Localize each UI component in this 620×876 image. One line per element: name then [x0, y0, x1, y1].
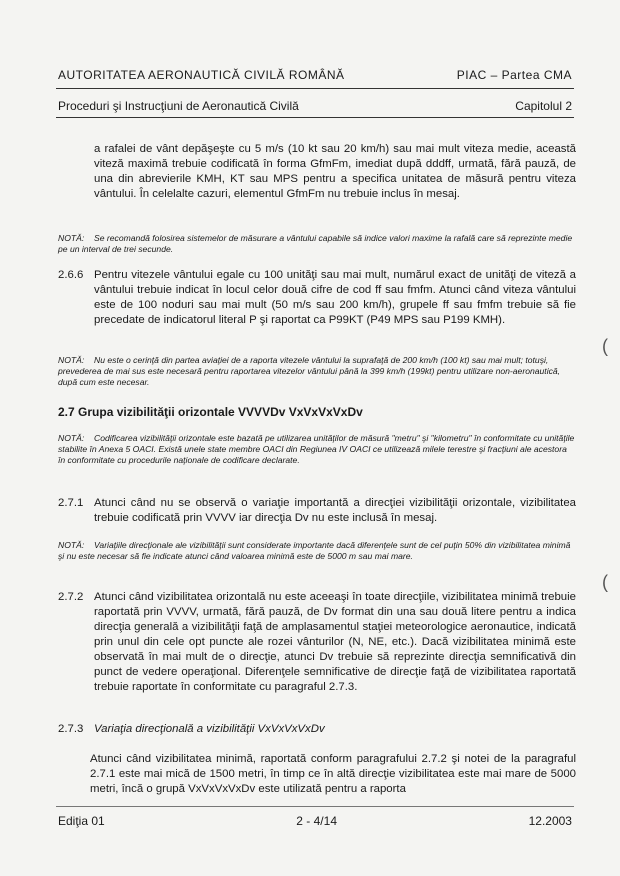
paragraph-2-7-1	[58, 496, 576, 528]
header-row-1	[58, 68, 572, 82]
doc-title: Proceduri şi Instrucţiuni de Aeronautică Civilă	[58, 99, 299, 113]
scan-binding-mark: (	[602, 336, 608, 356]
scan-binding-mark: (	[602, 572, 608, 592]
section-heading-2-7	[58, 405, 363, 419]
org-name: AUTORITATEA AERONAUTICĂ CIVILĂ ROMÂNĂ	[58, 68, 345, 82]
note-label: NOTĂ:	[58, 433, 85, 443]
note-1	[58, 233, 576, 255]
header-divider-1	[56, 88, 574, 89]
paragraph-text: Atunci când vizibilitatea orizontală nu este aceeaşi în toate direcţiile, vizibilitatea minimă trebuie raportată prin VVVV, urmată, fără pauză, de Dv format din una sau două litere pentru a indica direcţia generală a vizibilităţii faţă de amplasamentul staţiei meteorologice aeronautice, indicată prin unul din cele opt puncte ale rozei vânturilor (N, NE, etc.). Dacă vizibilitatea minimă este observată în mai mult de o direcţie, atunci Dv trebuie să reprezinte direcţia semnificativă din punct de vedere operaţional. Diferenţele semnificative de direcţie faţă de vizibilitatea raportată trebuie raportate în conformitate cu paragraful 2.7.3.	[94, 591, 576, 693]
paragraph-2-7-2	[58, 590, 576, 710]
note-label: NOTĂ:	[58, 540, 85, 550]
note-3	[58, 433, 576, 466]
date-label: 12.2003	[528, 814, 572, 828]
paragraph-title: Variaţia direcţională a vizibilităţii VxVxVxVxDv	[94, 723, 325, 735]
note-text: Variaţiile direcţionale ale vizibilităţii sunt considerate importante dacă diferenţele sunt de cel puţin 50% din vizibilitatea minimă şi nu este necesar să fie indicate atunci când valoarea minimă este de 5000 m sau mai mare.	[58, 540, 571, 561]
paragraph-text: Atunci când nu se observă o variaţie importantă a direcţiei vizibilităţii orizontale, vizibilitatea trebuie codificată prin VVVV iar direcţia Dv nu este inclusă în mesaj.	[94, 497, 576, 524]
paragraph-2-7-3	[58, 722, 576, 738]
paragraph-2-7-3-body: Atunci când vizibilitatea minimă, raportată conform paragrafului 2.7.2 şi notei de la paragraful 2.7.1 este mai mică de 1500 metri, în timp ce în altă direcţie vizibilitatea este mai mare de 5000 metri, încă o grupă VxVxVxVxDv este utilizată pentru a raporta	[90, 753, 576, 795]
paragraph-number: 2.7.1	[58, 497, 84, 509]
footer	[58, 814, 572, 828]
footer-divider	[56, 806, 574, 807]
paragraph-number: 2.7.3	[58, 723, 84, 735]
part-label: PIAC – Partea CMA	[456, 68, 572, 82]
note-text: Se recomandă folosirea sistemelor de măsurare a vântului capabile să indice valori maxime la rafală care să reprezinte medie pe un interval de trei secunde.	[58, 233, 573, 254]
page-number: 2 - 4/14	[296, 814, 337, 828]
edition-label: Ediţia 01	[58, 814, 105, 828]
paragraph-number: 2.6.6	[58, 269, 84, 281]
header-row-2	[58, 99, 572, 113]
paragraph-2-6-6	[58, 268, 576, 348]
section-title: Grupa vizibilităţii orizontale VVVVDv VxVxVxVxDv	[78, 405, 363, 419]
paragraph-text: Pentru vitezele vântului egale cu 100 unităţi sau mai mult, numărul exact de unităţi de viteză a vântului trebuie indicat în locul celor două cifre de cod ff sau fmfm. Atunci când viteza vântului este de 100 noduri sau mai mult (50 m/s sau 200 km/h), grupele ff sau fmfm trebuie să fie precedate de indicatorul literal P şi raportat ca P99KT (P49 MPS sau P199 KMH).	[94, 269, 576, 326]
note-text: Codificarea vizibilităţii orizontale este bazată pe utilizarea unităţilor de măsură "metru" şi "kilometru" în conformitate cu unităţile stabilite în Anexa 5 OACI. Există unele state membre OACI din Regiunea IV OACI ce utilizează milele terestre şi fracţiuni ale acestora în conformitate cu procedurile naţionale de codificare declarate.	[58, 433, 575, 465]
header-divider-2	[56, 117, 574, 118]
note-label: NOTĂ:	[58, 355, 85, 365]
section-number: 2.7	[58, 405, 75, 419]
note-text: Nu este o cerinţă din partea aviaţiei de a raporta vitezele vântului la suprafaţă de 200 km/h (100 kt) sau mai mult; totuşi, prevederea de mai sus este necesară pentru raportarea vitezelor vântului până la 399 km/h (199kt) pentru utilizare non-aeronautică, după cum este necesar.	[58, 355, 561, 387]
paragraph-number: 2.7.2	[58, 591, 84, 603]
chapter-label: Capitolul 2	[515, 99, 572, 113]
note-label: NOTĂ:	[58, 233, 85, 243]
note-4	[58, 540, 576, 562]
note-2	[58, 355, 576, 388]
intro-paragraph: a rafalei de vânt depăşeşte cu 5 m/s (10 kt sau 20 km/h) sau mai mult viteza medie, această viteză maximă trebuie codificată în forma GfmFm, imediat după dddff, urmată, fără pauză, de una din abrevierile KMH, KT sau MPS pentru a specifica unitatea de măsură pentru viteza vântului. În celelalte cazuri, elementul GfmFm nu trebuie inclus în mesaj.	[94, 143, 576, 200]
